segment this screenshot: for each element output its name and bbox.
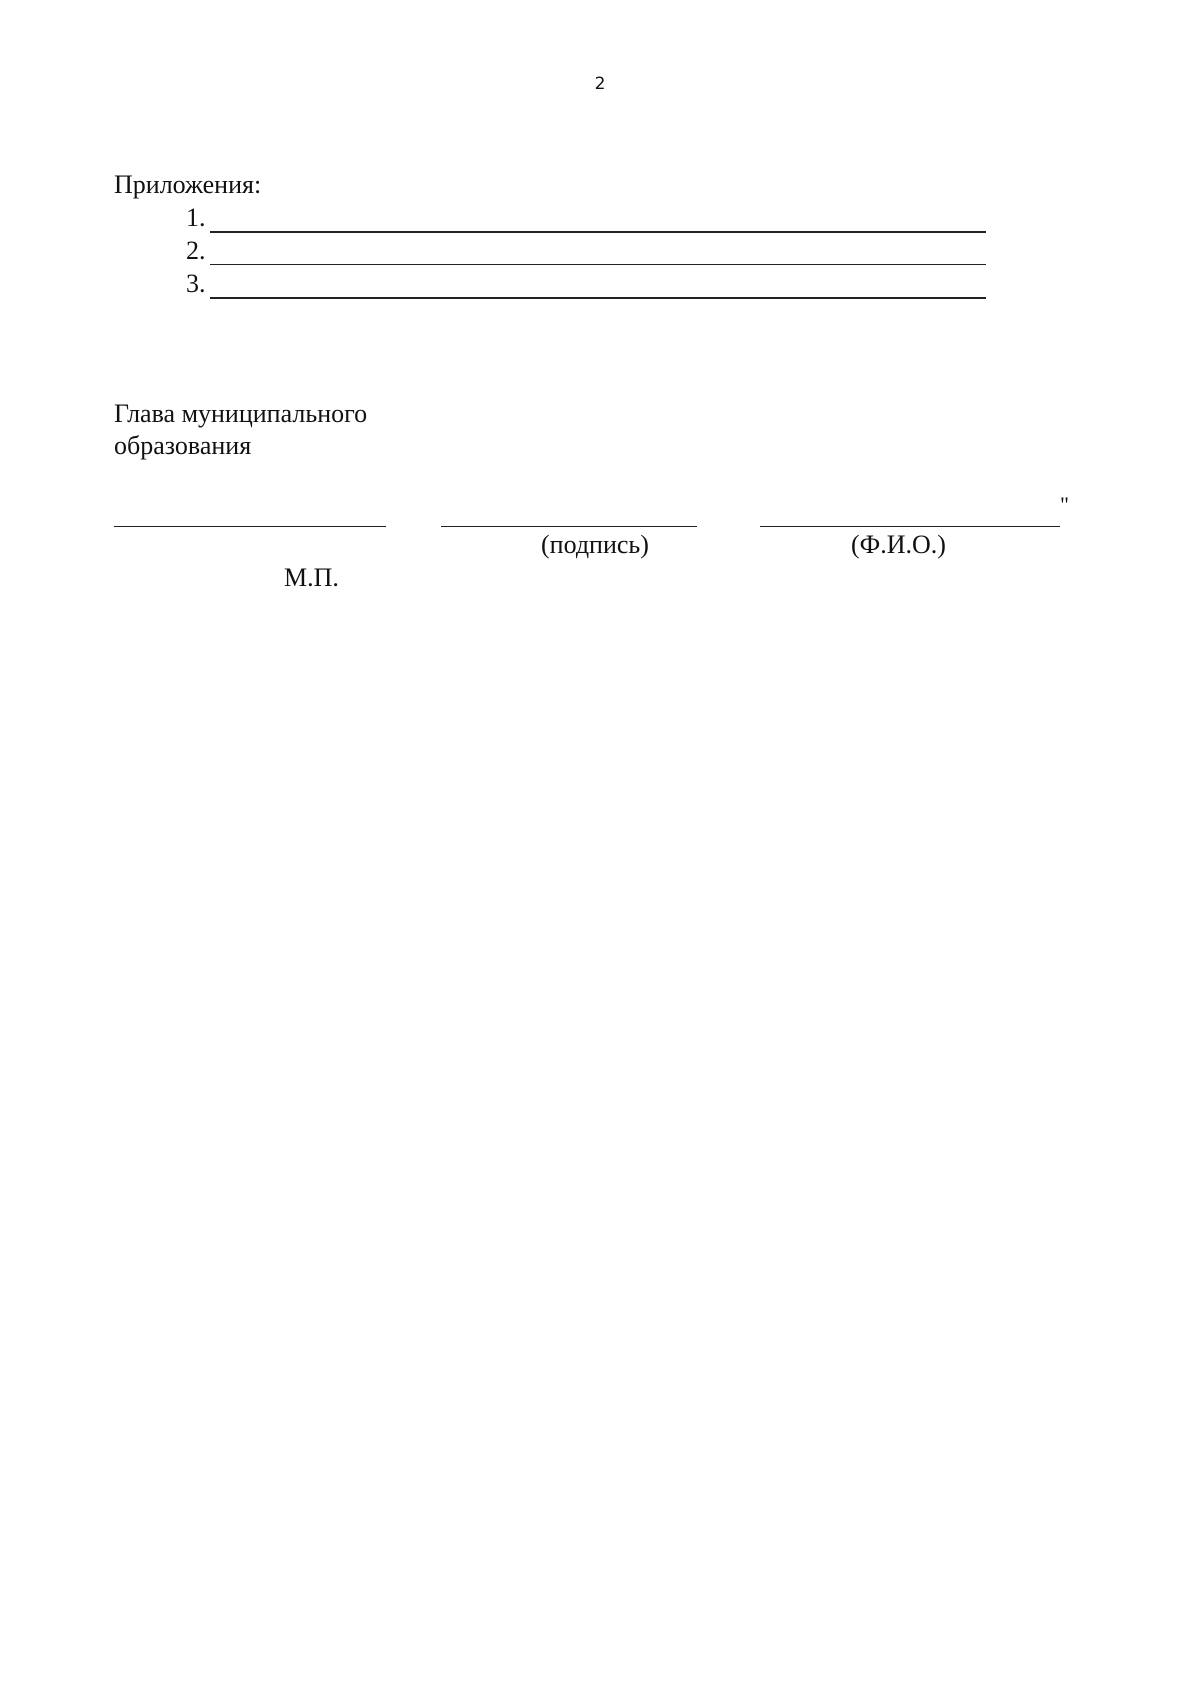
appendix-blank-line: [210, 264, 986, 265]
head-title-line-1: Глава муниципального: [114, 399, 368, 428]
quote-mark: ": [1060, 492, 1069, 517]
signature-caption: (подпись): [541, 530, 649, 559]
appendix-number: 2.: [186, 236, 206, 265]
position-blank-line: [114, 526, 386, 527]
appendix-number: 1.: [186, 203, 206, 232]
appendix-blank-line: [210, 231, 986, 233]
signature-blank-line: [441, 526, 697, 527]
appendix-item: [186, 202, 986, 235]
head-title: [114, 398, 367, 462]
stamp-label: М.П.: [284, 563, 339, 592]
appendix-number: 3.: [186, 269, 206, 298]
appendix-item: [186, 268, 986, 301]
head-title-line-2: образования: [114, 431, 252, 460]
page-number: 2: [594, 74, 606, 94]
name-blank-line: [760, 526, 1060, 527]
name-caption: (Ф.И.О.): [851, 530, 946, 559]
appendix-item: [186, 235, 986, 268]
appendix-list: [186, 202, 986, 301]
appendix-title: Приложения:: [114, 170, 262, 199]
appendix-blank-line: [210, 297, 986, 299]
